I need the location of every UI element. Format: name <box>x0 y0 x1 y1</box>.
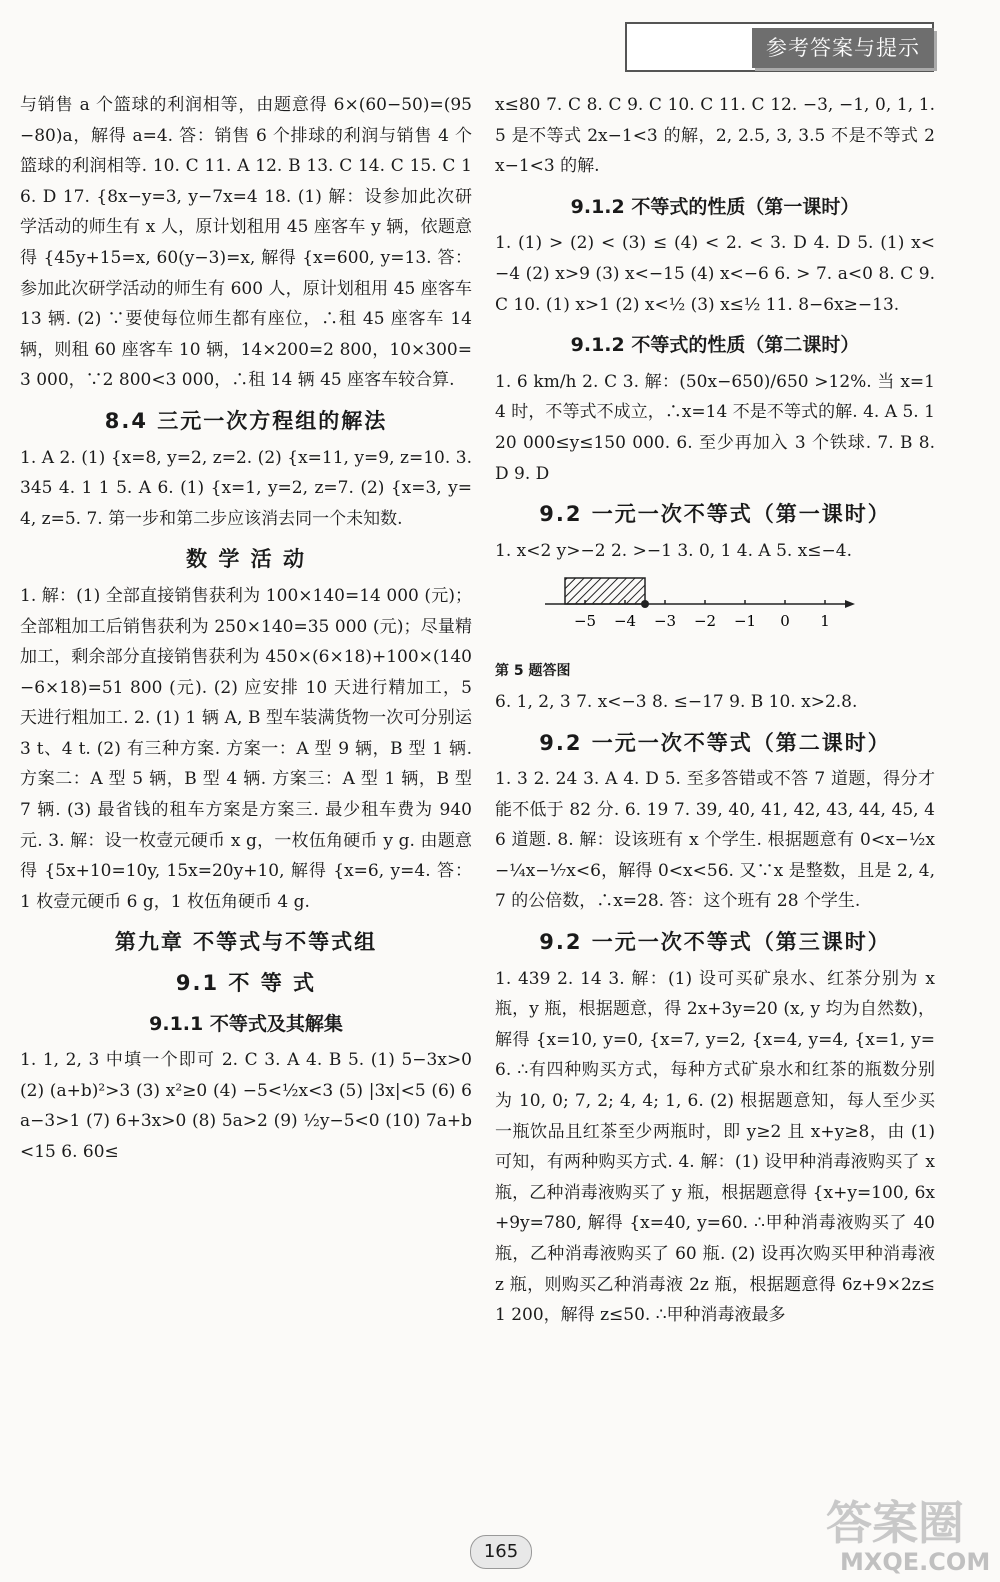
figure-caption: 第 5 题答图 <box>495 663 571 680</box>
tick-label: 1 <box>820 612 830 631</box>
watermark-logo: 答案圈 <box>826 1496 964 1550</box>
left-paragraph-3: 1. 解：(1) 全部直接销售获利为 100×140=14 000 (元)；全部粗加工后销售获利为 250×140=35 000 (元)；尽量精加工，剩余部分直接销售获利为 450×(6×18)+100×(140−6×18)=51 800 (元). (2) 应安排 10 天进行精加工，5 天进行粗加工. 2. (1) 1 辆 A, B 型车装满货物一次可分别运 3 t、4 t. (2) 有三种方案. 方案一：A 型 9 辆，B 型 1 辆. 方案二：A 型 5 辆，B 型 4 辆. 方案三：A 型 1 辆，B 型 7 辆. (3) 最省钱的租车方案是方案三. 最少租车费为 940 元. 3. 解：设一枚壹元硬币 x g，一枚伍角硬币 y g. 由题意得 {5x+10=10y, 15x=20y+10, 解得 {x=6, y=4. 答：1 枚壹元硬币 6 g，1 枚伍角硬币 4 g. <box>20 585 472 912</box>
right-paragraph-4: 1. x<2 y>−2 2. >−1 3. 0, 1 4. A 5. x≤−4. <box>495 540 853 561</box>
number-line-figure <box>495 574 935 652</box>
number-line-svg <box>545 574 865 644</box>
hatched-region <box>565 578 645 604</box>
axis-arrow <box>845 600 855 608</box>
right-paragraph-3: 1. 6 km/h 2. C 3. 解：(50x−650)/650 >12%. 当 x=14 时，不等式不成立，∴x=14 不是不等式的解. 4. A 5. 120 000≤y≤150 000. 6. 至少再加入 3 个铁球. 7. B 8. D 9. D <box>495 371 935 484</box>
tick-label: −4 <box>613 612 637 631</box>
right-paragraph-6: 1. 3 2. 24 3. A 4. D 5. 至多答错或不答 7 道题，得分才能不低于 82 分. 6. 19 7. 39, 40, 41, 42, 43, 44, 45, 46 道题. 8. 解：设该班有 x 个学生. 根据题意有 0<x−½x−¼x−⅐x<6，解得 0<x<56. 又∵x 是整数，且是 2, 4, 7 的公倍数，∴x=28. 答：这个班有 28 个学生. <box>495 769 935 912</box>
section-heading-9-1-2-lesson-1: 9.1.2 不等式的性质（第一课时） <box>570 195 860 218</box>
closed-endpoint <box>641 600 649 608</box>
right-paragraph-5: 6. 1, 2, 3 7. x<−3 8. ≤−17 9. B 10. x>2.8. <box>495 691 858 712</box>
right-paragraph-1: x≤80 7. C 8. C 9. C 10. C 11. C 12. −3, −1, 0, 1, 1.5 是不等式 2x−1<3 的解，2, 2.5, 3, 3.5 不是不等式 2x−1<3 的解. <box>495 95 935 177</box>
section-heading-8-4: 8.4 三元一次方程组的解法 <box>104 408 388 433</box>
right-paragraph-7: 1. 439 2. 14 3. 解：(1) 设可买矿泉水、红茶分别为 x 瓶，y 瓶，根据题意，得 2x+3y=20 (x, y 均为自然数)，解得 {x=10, y=0, {x=7, y=2, {x=4, y=4, {x=1, y=6. ∴有四种购买方式，每种方式矿泉水和红茶的瓶数分别为 10, 0; 7, 2; 4, 4; 1, 6. (2) 根据题意知，每人至少买一瓶饮品且红茶至少两瓶时，即 y≥2 且 x+y≥8，由 (1) 可知，有两种购买方式. 4. 解：(1) 设甲种消毒液购买了 x 瓶，乙种消毒液购买了 y 瓶，根据题意得 {x+y=100, 6x+9y=780, 解得 {x=40, y=60. ∴甲种消毒液购买了 40 瓶，乙种消毒液购买了 60 瓶. (2) 设再次购买甲种消毒液 z 瓶，则购买乙种消毒液 2z 瓶，根据题意得 6z+9×2z≤1 200，解得 z≤50. ∴甲种消毒液最多 <box>495 968 935 1326</box>
section-heading-9-1-1: 9.1.1 不等式及其解集 <box>149 1012 343 1035</box>
left-paragraph-4: 1. 1, 2, 3 中填一个即可 2. C 3. A 4. B 5. (1) 5−3x>0 (2) (a+b)²>3 (3) x²≥0 (4) −5<½x<3 (5) |3x|<5 (6) 6a−3>1 (7) 6+3x>0 (8) 5a>2 (9) ½y−5<0 (10) 7a+b<15 6. 60≤ <box>20 1050 472 1162</box>
left-paragraph-1: 与销售 a 个篮球的利润相等，由题意得 6×(60−50)=(95−80)a，解得 a=4. 答：销售 6 个排球的利润与销售 4 个篮球的利润相等. 10. C 11. A 12. B 13. C 14. C 15. C 16. D 17. {8x−y=3, y−7x=4 18. (1) 解：设参加此次研学活动的师生有 x 人，原计划租用 45 座客车 y 辆，依题意得 {45y+15=x, 60(y−3)=x, 解得 {x=600, y=13. 答：参加此次研学活动的师生有 600 人，原计划租用 45 座客车 13 辆. (2) ∵要使每位师生都有座位，∴租 45 座客车 14 辆，则租 60 座客车 10 辆，14×200=2 800，10×300=3 000，∵2 800<3 000，∴租 14 辆 45 座客车较合算. <box>20 95 472 391</box>
section-heading-math-activity: 数 学 活 动 <box>186 547 306 572</box>
right-column <box>495 90 935 1331</box>
section-heading-9-2-lesson-1: 9.2 一元一次不等式（第一课时） <box>539 502 891 527</box>
tick-label: 0 <box>780 612 790 631</box>
right-paragraph-2: 1. (1) > (2) < (3) ≤ (4) < 2. < 3. D 4. D 5. (1) x<−4 (2) x>9 (3) x<−15 (4) x<−6 6. > 7. a<0 8. C 9. C 10. (1) x>1 (2) x<½ (3) x≤½ 11. 8−6x≥−13. <box>495 233 935 315</box>
section-heading-9-2-lesson-3: 9.2 一元一次不等式（第三课时） <box>539 930 891 955</box>
section-heading-9-1: 9.1 不 等 式 <box>175 971 317 996</box>
tick-label: −3 <box>653 612 677 631</box>
section-heading-9-1-2-lesson-2: 9.1.2 不等式的性质（第二课时） <box>570 334 860 357</box>
page-number: 165 <box>470 1535 532 1569</box>
tick-label: −5 <box>573 612 597 631</box>
tick-label: −1 <box>733 612 757 631</box>
watermark-url: MXQE.COM <box>840 1548 991 1576</box>
tick-label: −2 <box>693 612 717 631</box>
left-paragraph-2: 1. A 2. (1) {x=8, y=2, z=2. (2) {x=11, y=9, z=10. 3. 345 4. 1 1 5. A 6. (1) {x=1, y=2, z=7. (2) {x=3, y=4, z=5. 7. 第一步和第二步应该消去同一个未知数. <box>20 447 472 529</box>
section-heading-9-2-lesson-2: 9.2 一元一次不等式（第二课时） <box>539 730 891 755</box>
chapter-heading-9: 第九章 不等式与不等式组 <box>114 930 378 955</box>
left-column <box>20 90 472 1168</box>
header-title: 参考答案与提示 <box>752 28 934 68</box>
